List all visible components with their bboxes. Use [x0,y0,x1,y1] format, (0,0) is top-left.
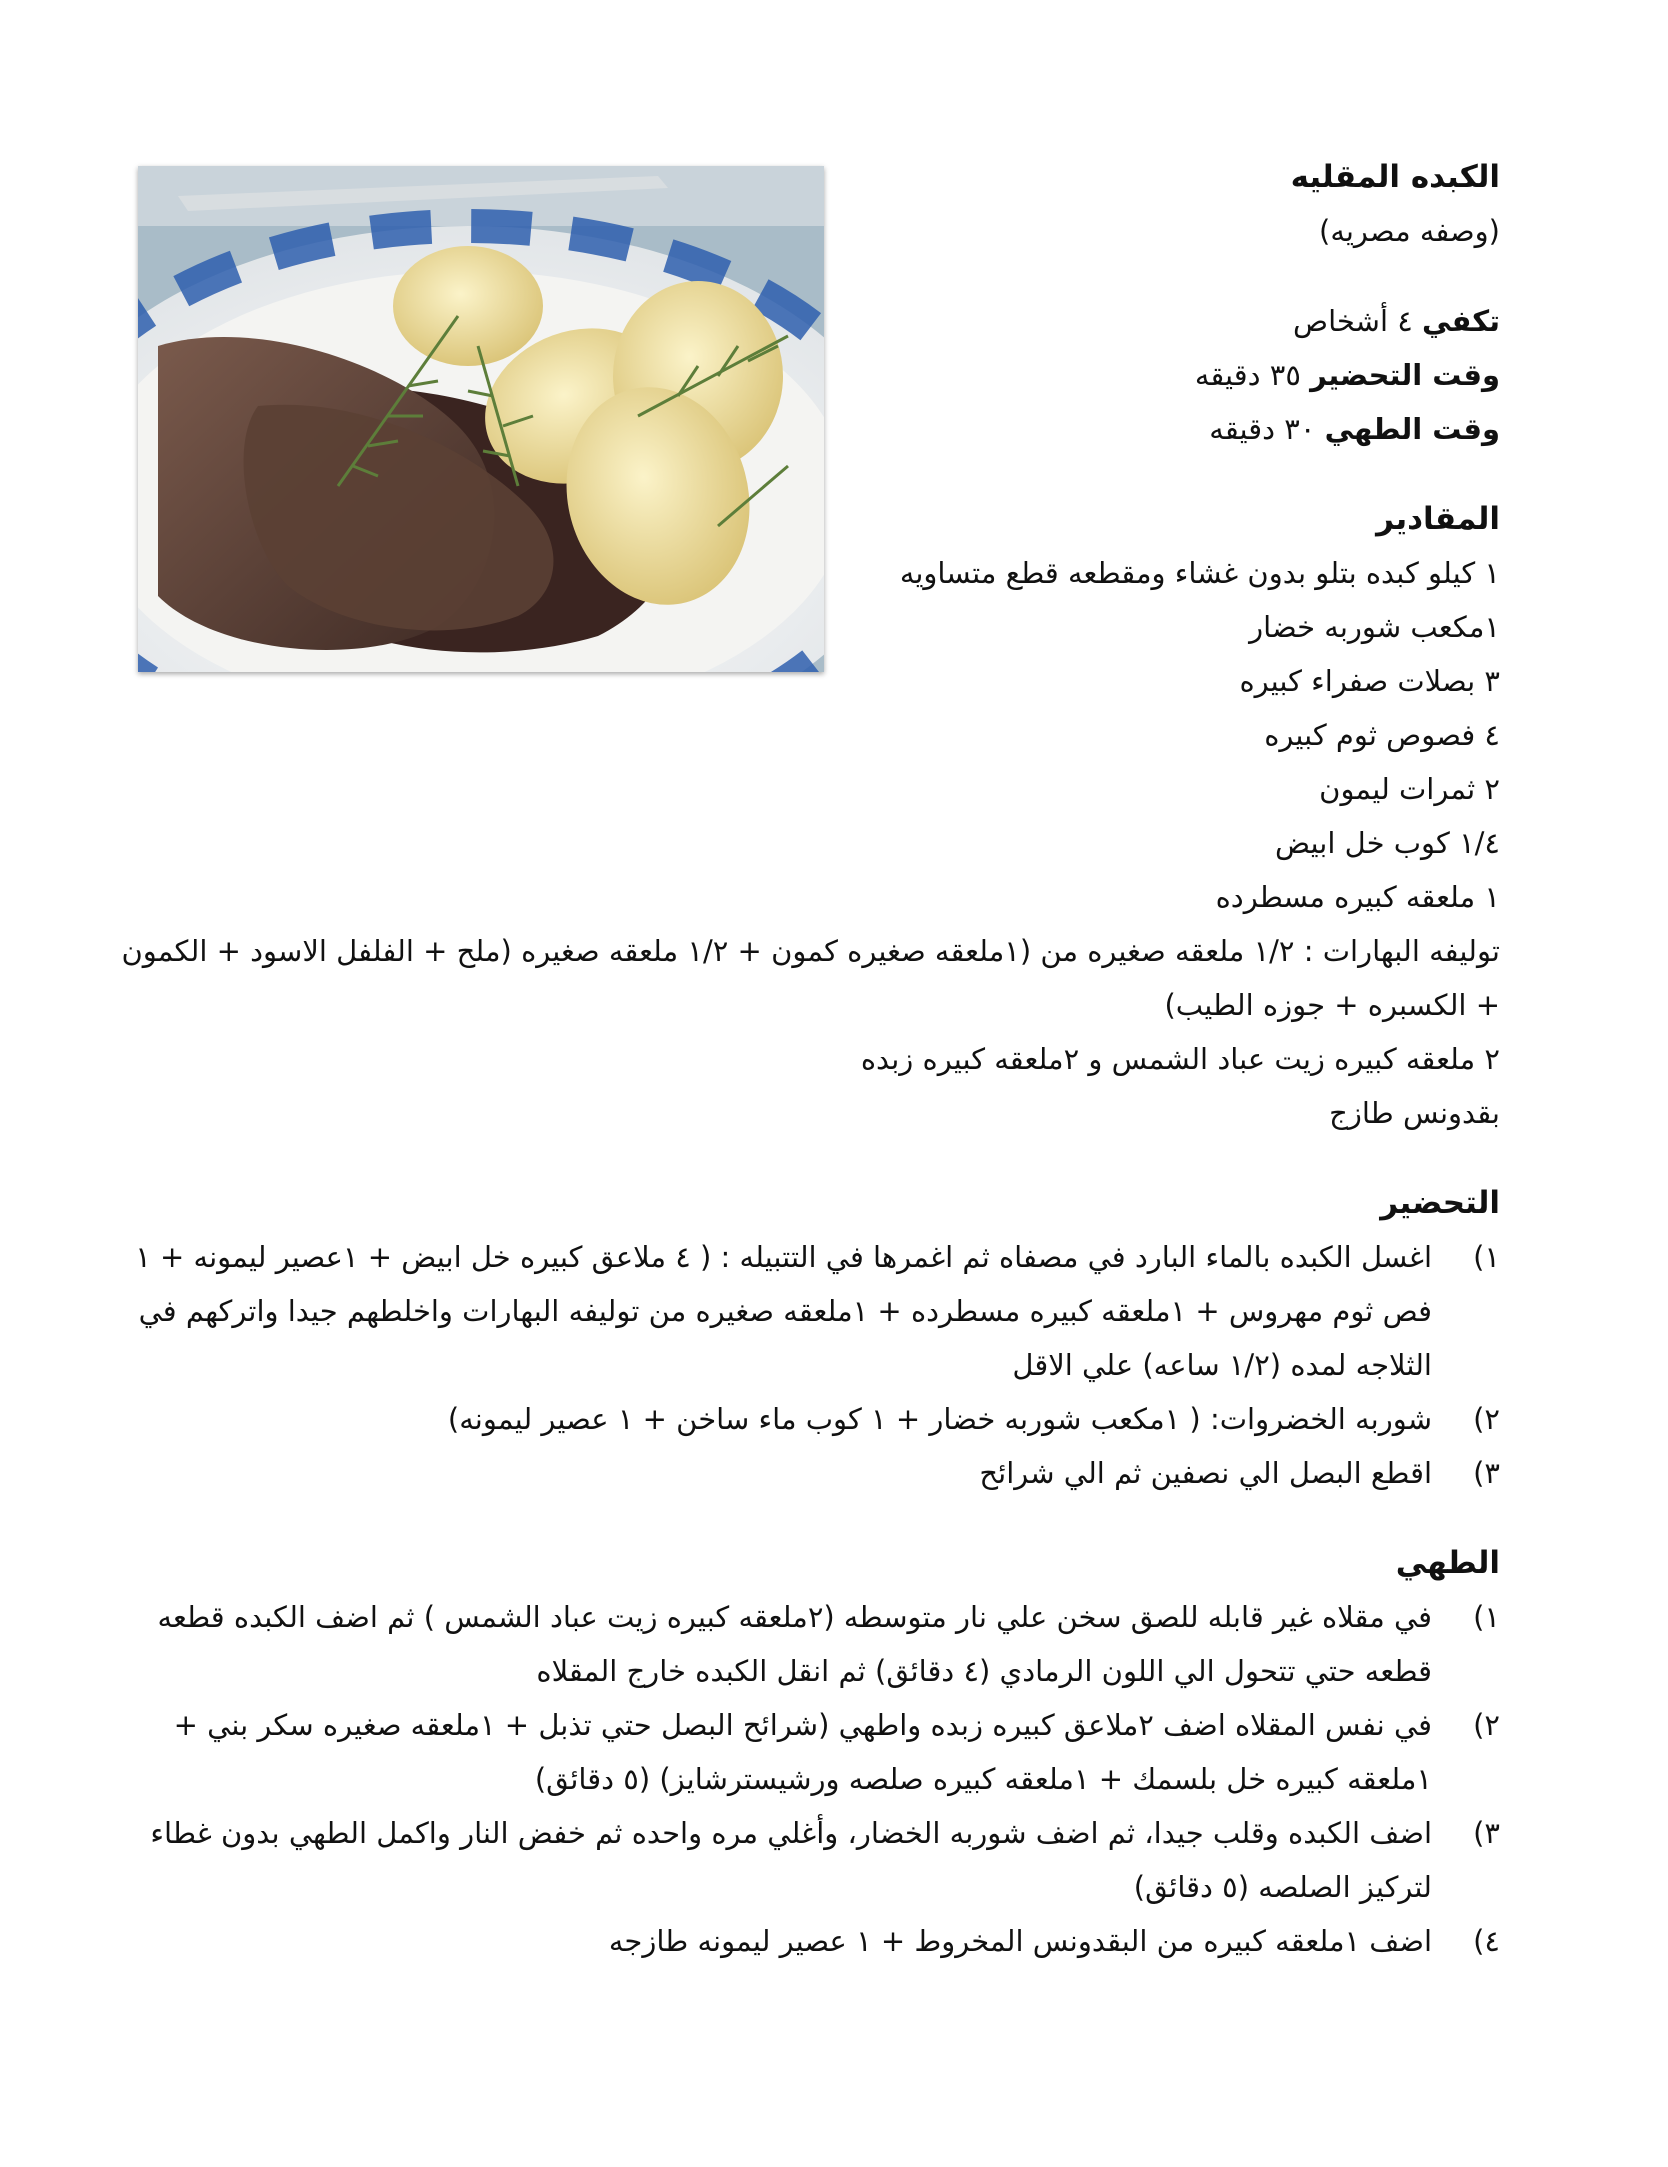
step-number: ٢) [1473,1708,1500,1742]
cooking-step [120,1914,1500,1968]
step-number: ١) [1473,1600,1500,1634]
preparation-step [120,1230,1500,1392]
ingredient-item: بقدونس طازج [1329,1096,1500,1130]
cook-time-label: وقت الطهي [1324,412,1500,446]
ingredient-item: ٤ فصوص ثوم كبيره [1264,718,1500,752]
preparation-step [120,1392,1500,1446]
step-text: اغسل الكبده بالماء البارد في مصفاه ثم اغمرها في التتبيله : ( ٤ ملاعق كبيره خل ابيض + ١عصير ليمونه + ١ فص ثوم مهروس + ١ملعقه كبيره مسطرده + ١ملعقه صغيره من توليفه البهارات واخلطهم جيدا واتركهم في الثلاجه لمده (١/٢ ساعه) علي الاقل [135,1240,1432,1382]
prep-time-line [120,348,1500,402]
preparation-steps [120,1230,1500,1500]
step-text: اضف الكبده وقلب جيدا، ثم اضف شوربه الخضار، وأغلي مره واحده ثم خفض النار واكمل الطهي بدون غطاء لتركيز الصلصه (٥ دقائق) [150,1816,1432,1904]
step-number: ١) [1473,1240,1500,1274]
step-text: في نفس المقلاه اضف ٢ملاعق كبيره زبده واطهي (شرائح البصل حتي تذبل + ١ملعقه صغيره سكر بني + ١ملعقه كبيره خل بلسمك + ١ملعقه كبيره صلصه ورشيسترشايز) (٥ دقائق) [173,1708,1432,1796]
preparation-step [120,1446,1500,1500]
ingredient-item: ١ ملعقه كبيره مسطرده [1215,880,1500,914]
ingredient-item: ٣ بصلات صفراء كبيره [1239,664,1500,698]
step-number: ٣) [1473,1816,1500,1850]
step-text: اقطع البصل الي نصفين ثم الي شرائح [979,1456,1432,1490]
ingredient-item: ١مكعب شوربه خضار [1249,610,1500,644]
recipe-text [120,150,1500,1968]
step-text: في مقلاه غير قابله للصق سخن علي نار متوسطه (٢ملعقه كبيره زيت عباد الشمس ) ثم اضف الكبده قطعه قطعه حتي تتحول الي اللون الرمادي (٤ دقائق) ثم انقل الكبده خارج المقلاه [157,1600,1432,1688]
preparation-heading: التحضير [1380,1185,1500,1221]
serves-value: ٤ أشخاص [1293,304,1413,338]
ingredient-item: ١ كيلو كبده بتلو بدون غشاء ومقطعه قطع متساويه [899,556,1500,590]
cook-time-value: ٣٠ دقيقه [1209,412,1316,446]
cooking-step [120,1590,1500,1698]
serves-label: تكفي [1422,304,1500,338]
cooking-step [120,1806,1500,1914]
step-text: اضف ١ملعقه كبيره من البقدونس المخروط + ١ عصير ليمونه طازجه [608,1924,1432,1958]
ingredient-item: ٢ ملعقه كبيره زيت عباد الشمس و ٢ملعقه كبيره زبده [860,1042,1500,1076]
serves-line [120,294,1500,348]
step-number: ٢) [1473,1402,1500,1436]
recipe-title: الكبده المقليه [1290,159,1500,195]
ingredient-item: ١/٤ كوب خل ابيض [1275,826,1500,860]
cooking-heading: الطهي [1395,1545,1500,1581]
cooking-steps [120,1590,1500,1968]
prep-time-value: ٣٥ دقيقه [1194,358,1301,392]
ingredient-item: توليفه البهارات : ١/٢ ملعقه صغيره من (١ملعقه صغيره كمون + ١/٢ ملعقه صغيره (ملح + الفلفل الاسود + الكمون + الكسبره + جوزه الطيب) [121,934,1500,1022]
cook-time-line [120,402,1500,456]
prep-time-label: وقت التحضير [1310,358,1500,392]
recipe-subtitle: (وصفه مصريه) [1319,214,1500,248]
cooking-step [120,1698,1500,1806]
ingredients-heading: المقادير [1376,501,1500,537]
step-text: شوربه الخضروات: ( ١مكعب شوربه خضار + ١ كوب ماء ساخن + ١ عصير ليمونه) [447,1402,1432,1436]
step-number: ٤) [1473,1924,1500,1958]
ingredient-item: ٢ ثمرات ليمون [1319,772,1500,806]
step-number: ٣) [1473,1456,1500,1490]
